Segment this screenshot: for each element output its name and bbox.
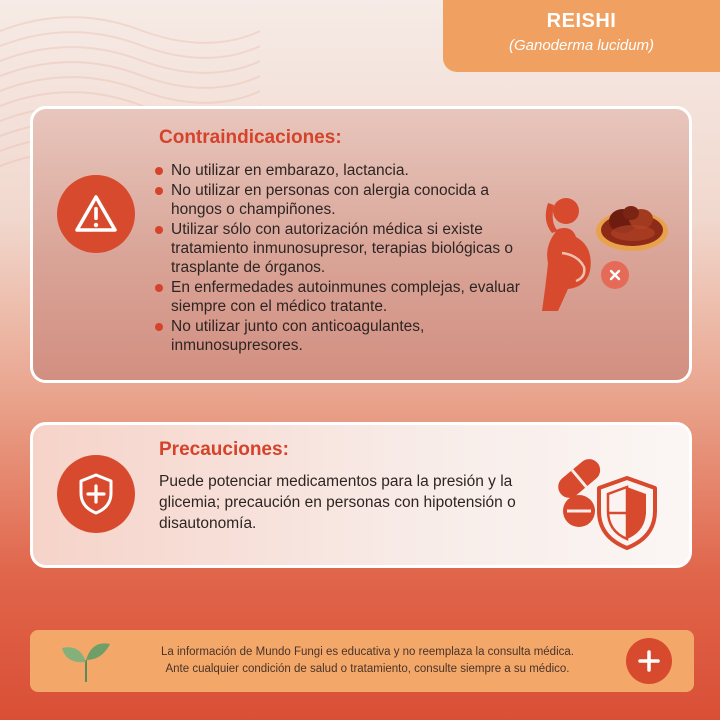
disclaimer-line-1: La información de Mundo Fungi es educativa y no reemplaza la consulta médica.: [161, 646, 574, 658]
contraindications-title: Contraindicaciones:: [159, 127, 342, 148]
contraindications-card: [30, 106, 692, 383]
reishi-mushroom-icon: [593, 197, 671, 257]
title-tab: [443, 0, 720, 72]
shield-plus-icon: [57, 455, 135, 533]
list-item: No utilizar junto con anticoagulantes, inmunosupresores.: [155, 317, 525, 355]
list-item: Utilizar sólo con autorización médica si existe tratamiento inmunosupresor, terapias biológicas o trasplante de órganos.: [155, 220, 525, 277]
disclaimer-footer: [30, 630, 694, 692]
shield-icon: [595, 475, 659, 551]
precautions-text: Puede potenciar medicamentos para la presión y la glicemia; precaución en personas con hipotensión o disautonomía.: [159, 473, 516, 532]
precautions-title: Precauciones:: [159, 439, 289, 460]
plus-icon: [626, 638, 672, 684]
contraindications-list: [155, 161, 525, 356]
precautions-card: [30, 422, 692, 568]
list-item: No utilizar en embarazo, lactancia.: [155, 161, 525, 180]
page-subtitle: (Ganoderma lucidum): [508, 37, 655, 54]
leaf-icon: [58, 638, 114, 684]
list-item: En enfermedades autoinmunes complejas, evaluar siempre con el médico tratante.: [155, 278, 525, 316]
warning-icon: [57, 175, 135, 253]
disclaimer-line-2: Ante cualquier condición de salud o tratamiento, consulte siempre a su médico.: [165, 663, 570, 675]
disclaimer-text: [140, 644, 595, 678]
page-title: REISHI: [546, 10, 617, 32]
list-item: No utilizar en personas con alergia conocida a hongos o champiñones.: [155, 181, 525, 219]
close-icon: [601, 261, 629, 289]
